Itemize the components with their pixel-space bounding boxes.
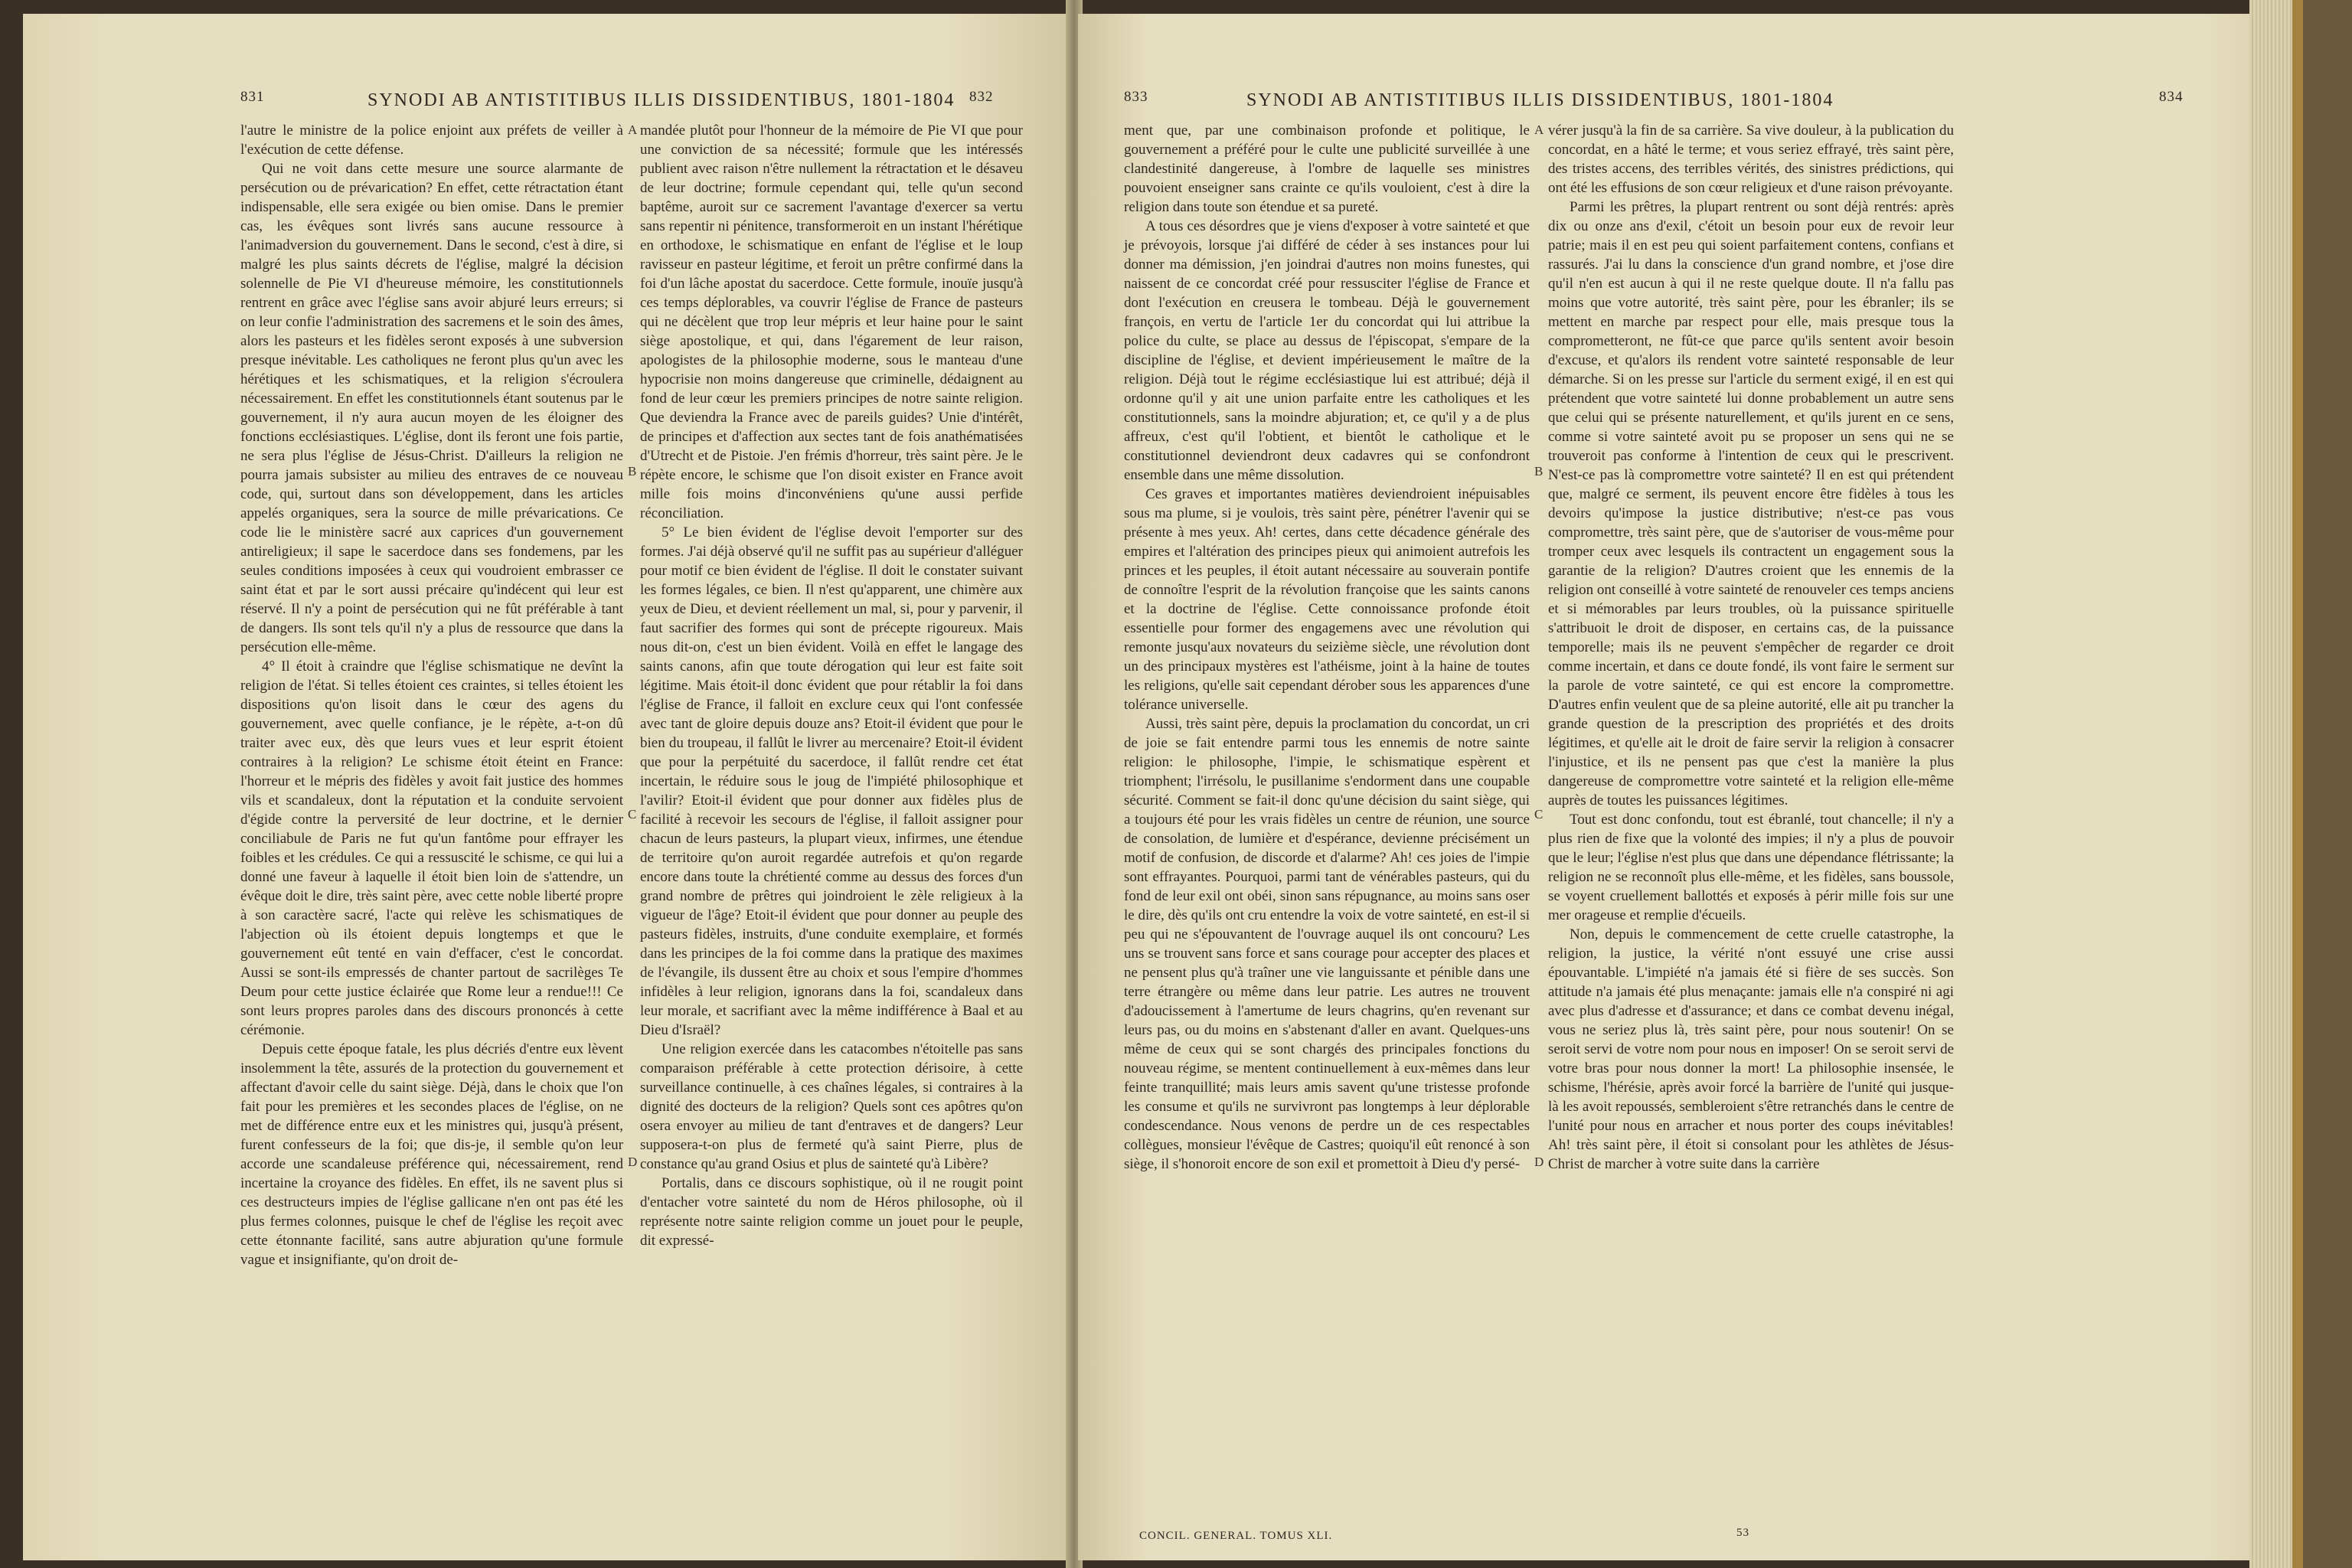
right-page-header [1078,67,2249,110]
paragraph: Portalis, dans ce discours sophistique, où il ne rougit point d'entacher votre sainteté du nom de Héros philosophe, où il représente notre sainte religion comme un jouet pour le peuple, dit expressé- [640,1175,1023,1249]
margin-letter-a: A [1534,122,1544,137]
margin-letter-a: A [628,122,638,137]
margin-letter-d: D [628,1155,638,1169]
paragraph: A tous ces désordres que je viens d'exposer à votre sainteté et que je prévoyois, lorsque j'ai différé de céder à ses instances pour lui donner ma démission, j'en joindrai d'autres non moins funestes, qui naissent de ce concordat créé pour ressusciter l'église de France et dont l'exécution en creusera le tombeau. Déjà le gouvernement françois, en vertu de l'article 1er du concordat qui lui attribue la police du culte, se place au dessus de l'épiscopat, s'empare de la discipline de l'église, et devient impérieusement le maître de la religion. Déjà tout le régime ecclésiastique lui est attribué; déjà il ordonne qu'il y ait une union parfaite entre les catholiques et les constitutionnels, sans la moindre abjuration; et, ce qu'il y a de plus affreux, c'est qu'il l'obtient, et bientôt le catholique et le constitutionnel deviendront deux cadavres qui se confondront ensemble dans une même dissolution. [1124,218,1530,483]
paragraph: 5° Le bien évident de l'église devoit l'emporter sur des formes. J'ai déjà observé qu'il ne suffit pas au supérieur d'alléguer pour motif ce bien évident de l'église. Il doit le constater suivant les formes légales, ce bien. Il n'est qu'apparent, une chimère aux yeux de Dieu, et devient réellement un mal, si, pour y parvenir, il faut sacrifier des formes qui sont de précepte rigoureux. Mais nous dit-on, c'est un bien évident. Voilà en effet le langage des saints canons, afin que toute dérogation qui leur est faite soit légitime. Mais étoit-il donc évident que pour rétablir la foi dans l'église de France, il falloit en exclure ceux qui l'ont confessée avec tant de gloire depuis douze ans? Etoit-il évident que pour le bien du troupeau, il fallût le livrer au mercenaire? Etoit-il évident que pour la perpétuité du sacerdoce, il fallût rendre cet état incertain, le réduire sous le joug de l'impiété philosophique et l'avilir? Etoit-il évident que pour donner aux fidèles plus de facilité à recevoir les secours de l'église, il falloit assigner pour chacun de leurs pasteurs, la plupart vieux, infirmes, une étendue de territoire qu'on auroit regardée autrefois et qu'on regarde encore dans toute la chrétienté comme au dessus des forces d'un grand nombre de prêtres qui joindroient le zèle religieux à la vigueur de l'âge? Etoit-il évident que pour donner au peuple des pasteurs fidèles, instruits, d'une conduite exemplaire, et formés dans les principes de la foi comme dans la pratique des maximes de l'évangile, ils dussent être au choix et sous l'empire d'hommes infidèles à leur religion, ignorans dans la foi, scandaleux dans leur morale, et sacrifiant avec la même indifférence à Baal et au Dieu d'Israël? [640,524,1023,1038]
page-edges [2249,0,2292,1568]
paragraph: Ces graves et importantes matières deviendroient inépuisables sous ma plume, si je voulois, très saint père, pénétrer l'avenir qui se présente à mes yeux. Ah! certes, dans cette décadence générale des empires et l'altération des principes pieux qui animoient autrefois les princes et les peuples, il étoit autant nécessaire au souverain pontife de connoître l'esprit de la révolution françoise que les saints canons et la doctrine de l'église. Cette connoissance profonde étoit essentielle pour former des engagemens avec une révolution qui remonte jusqu'aux novateurs du seizième siècle, une révolution dont un des principaux mystères est l'athéisme, joint à la haine de toutes les religions, qu'elle sait cependant dérober sous les apparences d'une tolérance universelle. [1124,486,1530,713]
book-cover [2292,0,2352,1568]
sheet-number: 53 [1736,1527,1749,1539]
margin-letter-c: C [628,807,637,822]
margin-letter-c: C [1534,807,1544,822]
right-page [1078,14,2249,1560]
paragraph: ment que, par une combinaison profonde et politique, le gouvernement a préféré pour le culte une publicité surveillée à une clandestinité dangereuse, à l'ombre de laquelle ses ministres pouvoient enseigner sans crainte ce qu'ils vouloient, c'est à dire la religion dans toute son étendue et sa pureté. [1124,122,1530,215]
paragraph: l'autre le ministre de la police enjoint aux préfets de veiller à l'exécution de cette défense. [240,122,623,158]
paragraph: Qui ne voit dans cette mesure une source alarmante de persécution ou de prévarication? En effet, cette rétractation étant indispensable, elle sera exigée ou bien omise. Dans le premier cas, les évêques sont livrés sans aucune ressource à l'animadversion du gouvernement. Dans le second, c'est à dire, si malgré les plus saints décrets de l'église, malgré la décision solennelle de Pie VI d'heureuse mémoire, les constitutionnels rentrent en grâce avec l'église sans avoir abjuré leurs erreurs; si on leur confie l'administration des sacremens et le soin des âmes, alors les pasteurs et les fidèles seront exposés à une subversion presque inévitable. Les catholiques ne feront plus qu'un avec les hérétiques et les schismatiques, et la religion s'écroulera nécessairement. En effet les constitutionnels étant soutenus par le gouvernement, il n'y aura aucun moyen de les éloigner des fonctions ecclésiastiques. L'église, dont ils feront une fois partie, ne sera plus l'église de Jésus-Christ. D'ailleurs la religion ne pourra jamais subsister au milieu des entraves de ce nouveau code, qui, surtout dans son développement, dans les articles appelés organiques, sera la source de mille prévarications. Ce code lie le ministère sacré aux caprices d'un gouvernement antireligieux; il sape le sacerdoce dans ses fondemens, par les seules conditions imposées à ceux qui voudroient embrasser ce saint état et par le sort aussi précaire qu'indécent qui leur est réservé. Il n'y a point de persécution qui ne fût préférable à tant de dangers. Ils sont tels qu'il n'y a plus de ressource que dans la persécution elle-même. [240,161,623,655]
paragraph: 4° Il étoit à craindre que l'église schismatique ne devînt la religion de l'état. Si telles étoient ces craintes, si telles étoient les dispositions qu'on lisoit dans le cœur des agens du gouvernement, avec quelle confiance, je le répète, a-t-on dû traiter avec eux, dès que leurs vues et leur esprit étoient contraires à la religion? Le schisme étoit éteint en France: l'horreur et le mépris des fidèles y avoit fait justice des hommes vils et scandaleux, dont la réputation et la conduite servoient d'égide contre la perversité de leur doctrine, et le dernier conciliabule de Paris ne fut qu'un fantôme pour effrayer les foibles et les crédules. Ce qui a ressuscité le schisme, ce qui lui a donné une faveur à laquelle il étoit bien loin de s'attendre, un évêque doit le dire, très saint père, avec cette noble liberté propre à son caractère sacré, l'acte qui relève les schismatiques de l'abjection où ils étoient depuis longtemps et que le gouvernement eût tenté en vain d'effacer, c'est le concordat. Aussi se sont-ils empressés de chanter partout de sacrilèges Te Deum pour cette justice éclairée que Rome leur a rendue!!! Ce sont leurs propres paroles dans des discours prononcés à cette cérémonie. [240,658,623,1038]
paragraph: Aussi, très saint père, depuis la proclamation du concordat, un cri de joie se fait entendre parmi tous les ennemis de notre sainte religion: le philosophe, l'impie, le schismatique espèrent et triomphent; l'irrésolu, le pusillanime s'endorment dans une coupable sécurité. Comment se fait-il donc qu'une décision du saint siège, qui a toujours été pour les vrais fidèles un centre de réunion, une source de consolation, de lumière et d'espérance, devienne précisément un motif de confusion, de discorde et d'alarme? Ah! ces joies de l'impie sont effrayantes. Pourquoi, parmi tant de vénérables pasteurs, qui du fond de leur exil ont obéi, sinon sans répugnance, au moins sans oser le dire, dès qu'ils ont cru entendre la voix de votre sainteté, en est-il si peu qui ne s'épouvantent de l'ouvrage auquel ils ont concouru? Les uns se trouvent sans force et sans courage pour accepter des places et ne pensent plus qu'à traîner une vie languissante et pénible dans une terre étrangère ou même dans leur patrie. Les autres ne trouvent d'adoucissement à l'amertume de leurs chagrins, qu'en revenant sur leurs pas, ou du moins en s'abstenant d'aller en avant. Quelques-uns même de ceux qui se sont chargés des principales fonctions du nouveau régime, se mentent continuellement à eux-mêmes dans leur feinte tranquillité; mais leurs amis savent qu'une tristesse profonde les consume et qu'ils ne survivront pas longtemps à leur déplorable condescendance. Nous venons de perdre un de ces respectables collègues, monsieur l'évêque de Castres; quoiqu'il eût renoncé à son siège, il s'honoroit encore de son exil et promettoit à Dieu d'y persé- [1124,716,1530,1172]
paragraph: mandée plutôt pour l'honneur de la mémoire de Pie VI que pour une conviction de sa nécessité; formule que les intéressés publient avec raison n'être nullement la rétractation et le désaveu de leur doctrine; formule cependant qui, telle qu'un second baptême, auroit sur ce sacrement l'avantage d'exercer sa vertu sans repentir ni pénitence, transformeroit en un instant l'hérétique en orthodoxe, le schismatique en enfant de l'église et le loup ravisseur en pasteur légitime, et feroit un prêtre confirmé dans la foi d'un lâche apostat du sacerdoce. Cette formule, inouïe jusqu'à ces temps déplorables, va couvrir l'église de France de pasteurs qui ne décèlent que trop leur mépris et leur haine pour le saint siège apostolique, et qui, dans l'égarement de leur raison, apologistes de la philosophie moderne, sous le manteau d'une hypocrisie non moins dangereuse que criminelle, dédaignent au fond de leur cœur les premiers principes de notre sainte religion. Que deviendra la France avec de pareils guides? Unie d'intérêt, de principes et d'affection aux sectes tant de fois anathématisées d'Utrecht et de Pistoie. J'en frémis d'horreur, très saint père. Je le répète encore, le schisme que l'on disoit exister en France avoit mille fois moins d'inconvéniens qu'une aussi perfide réconciliation. [640,122,1023,521]
left-page [23,14,1070,1560]
right-page-col1-number: 833 [1124,89,1148,105]
left-page-col2-number: 832 [969,89,994,105]
right-page-column-2 [1548,121,1954,1522]
paragraph: Parmi les prêtres, la plupart rentrent ou sont déjà rentrés: après dix ou onze ans d'exil, c'étoit un besoin pour eux de revoir leur patrie; mais il en est peu qui soient parfaitement contens, confians et rassurés. J'ai lu dans la conscience d'un grand nombre, et j'ose dire qu'il n'en est aucun à qui il ne reste quelque doute. Il n'a fallu pas moins que votre autorité, très saint père, pour les ébranler; ils se mettent en marche par respect pour elle, mais presque tous la comprometteront, ne fût-ce que parce qu'ils sentent avoir besoin d'excuse, et qu'alors ils rendent votre sainteté responsable de leur démarche. Si on les presse sur l'article du serment exigé, il en est qui prétendent que votre sainteté lui donne probablement un autre sens que celui qui se présente naturellement, et qu'ils jurent en ce sens, comme si votre sainteté avoit pu se proposer un sens qui ne se trouveroit pas conforme à l'intention de ceux qui le prescrivent. N'est-ce pas là compromettre votre sainteté? Il en est qui prétendent que, malgré ce serment, ils peuvent encore être fidèles à tous les devoirs qu'impose la justice distributive; n'est-ce pas vous compromettre, très saint père, que de s'autoriser de vous-même pour tromper ceux avec lesquels ils contractent un engagement sous la garantie de la religion? D'autres croient que les ennemis de la religion ont conseillé à votre sainteté de renouveler ces temps anciens et si mémorables par leurs troubles, où la puissance spirituelle s'attribuoit le droit de disposer, en certains cas, de la puissance temporelle; mais ils ne peuvent s'empêcher de regarder ce droit comme incertain, et dans ce doute fondé, ils vont faire le serment sur la parole de votre sainteté, ce qui est encore la compromettre. D'autres enfin veulent que de sa pleine autorité, elle ait pu trancher la grande question de la prescription des propriétés et des droits légitimes, et qu'elle ait le droit de faire servir la religion à consacrer l'injustice, et ils ne pensent pas que c'est la manière la plus dangereuse de compromettre votre sainteté et la religion elle-même auprès de toutes les puissances légitimes. [1548,199,1954,808]
left-page-column-1 [240,121,623,1537]
right-page-title: SYNODI AB ANTISTITIBUS ILLIS DISSIDENTIBUS, 1801-1804 [1246,90,1834,110]
margin-letter-b: B [628,464,637,479]
paragraph: Une religion exercée dans les catacombes n'étoitelle pas sans comparaison préférable à cette protection dérisoire, à cette surveillance continuelle, à ces chaînes légales, si contraires à la dignité des docteurs de la religion? Quels sont ces apôtres qu'on osera envoyer au milieu de tant d'entraves et de dangers? Leur supposera-t-on plus de fermeté qu'à saint Pierre, plus de constance qu'au grand Osius et plus de sainteté qu'à Libère? [640,1041,1023,1172]
paragraph: Depuis cette époque fatale, les plus décriés d'entre eux lèvent insolemment la tête, assurés de la protection du gouvernement et affectant d'avoir celle du saint siège. Déjà, dans le choix que l'on fait pour les premières et les secondes places de l'église, on ne met de différence entre eux et les ministres qui, jusqu'à présent, furent confesseurs de la foi; que dis-je, il semble qu'on leur accorde une scandaleuse préférence qui, nécessairement, rend incertaine la croyance des fidèles. En effet, ils ne savent plus si ces destructeurs impies de l'église gallicane n'en ont pas été les plus fermes colonnes, puisque le chef de l'église les reçoit avec cette étonnante facilité, sans autre abjuration qu'une formule vague et insignifiante, qu'on droit de- [240,1041,623,1268]
left-page-header [23,67,1070,110]
paragraph: vérer jusqu'à la fin de sa carrière. Sa vive douleur, à la publication du concordat, en a hâté le terme; et vous seriez effrayé, très saint père, des tristes accens, des terribles vérités, des sinistres prédictions, qui ont été les effusions de son cœur religieux et d'une raison prévoyante. [1548,122,1954,196]
left-page-col1-number: 831 [240,89,265,105]
paragraph: Tout est donc confondu, tout est ébranlé, tout chancelle; il n'y a plus rien de fixe que la volonté des impies; il n'y a plus de pouvoir que le leur; l'église n'est plus que dans une dépendance flétrissante; la religion ne se reconnoît plus elle-même, et les fidèles, sans boussole, se voyent cruellement ballottés et exposés à périr mille fois sur une mer orageuse et remplie d'écueils. [1548,812,1954,923]
paragraph: Non, depuis le commencement de cette cruelle catastrophe, la religion, la justice, la vérité n'ont essuyé une crise aussi épouvantable. L'impiété n'a jamais été si fière de ses succès. Son attitude n'a jamais été plus menaçante: jamais elle n'a conspiré ni agi avec plus d'adresse et d'assurance; et dans ce combat devenu inégal, vous ne seriez plus là, très saint père, pour nous soutenir! On se seroit servi de votre nom pour nous en imposer! On se seroit servi de votre bras pour nous donner la mort! La philosophie insensée, le schisme, l'hérésie, après avoir forcé la barrière de l'unité qui jusque-là les avoit repoussés, sembleroient s'être retranchés dans le centre de l'unité pour nous en arracher et nous porter des coups inévitables! Ah! très saint père, il étoit si consolant pour les athlètes de Jésus-Christ de marcher à votre suite dans la carrière [1548,926,1954,1172]
left-page-column-2 [640,121,1023,1537]
left-page-title: SYNODI AB ANTISTITIBUS ILLIS DISSIDENTIBUS, 1801-1804 [368,90,956,110]
right-page-column-1 [1124,121,1530,1522]
right-page-col2-number: 834 [2159,89,2184,105]
margin-letter-b: B [1534,464,1544,479]
margin-letter-d: D [1534,1155,1544,1169]
signature-footer: CONCIL. GENERAL. TOMUS XLI. [1139,1530,1333,1542]
